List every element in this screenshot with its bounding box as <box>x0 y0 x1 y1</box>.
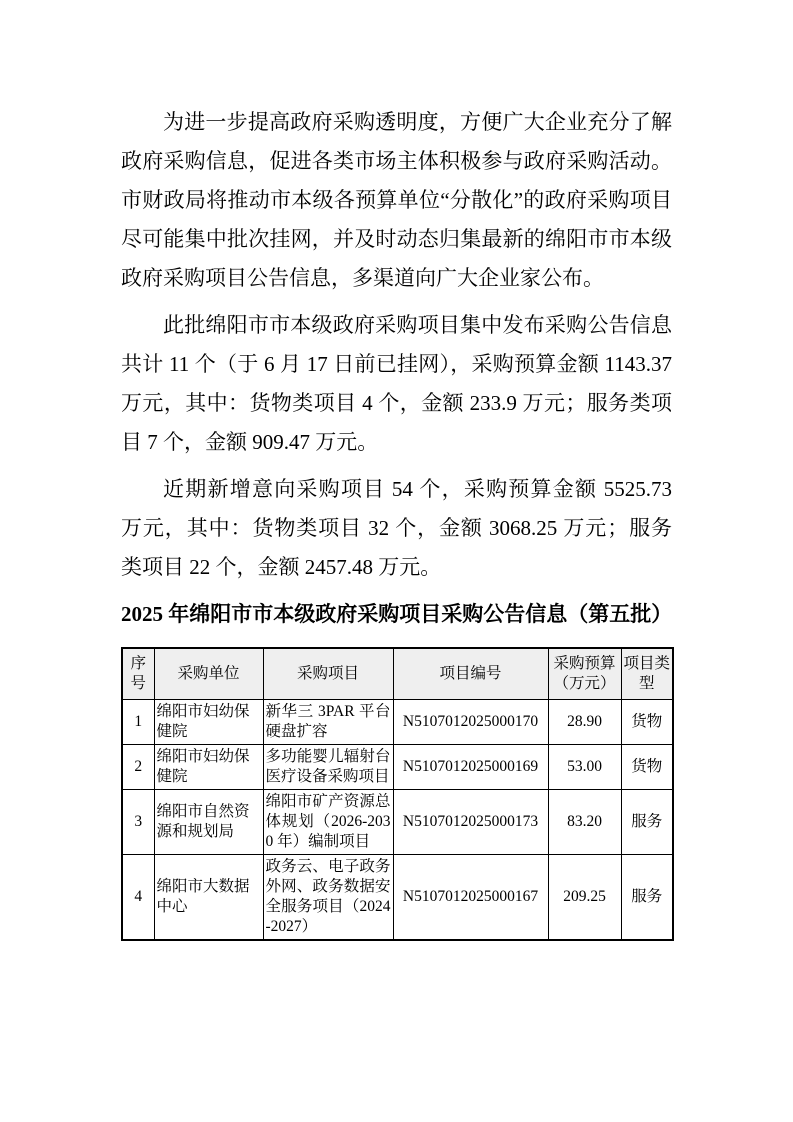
cell-budget: 83.20 <box>548 790 621 855</box>
cell-budget: 53.00 <box>548 745 621 790</box>
table-row <box>122 745 673 790</box>
batch-summary-paragraph: 此批绵阳市市本级政府采购项目集中发布采购公告信息共计 11 个（于 6 月 17 日前已挂网），采购预算金额 1143.37 万元，其中：货物类项目 4 个，金额 233.9 万元；服务类项目 7 个，金额 909.47 万元。 <box>121 313 672 454</box>
table-row <box>122 700 673 745</box>
cell-budget: 28.90 <box>548 700 621 745</box>
cell-purchasing-unit: 绵阳市自然资源和规划局 <box>154 790 263 855</box>
cell-project-number: N5107012025000170 <box>393 700 548 745</box>
table-row <box>122 790 673 855</box>
procurement-table <box>121 647 674 941</box>
cell-project-number: N5107012025000173 <box>393 790 548 855</box>
header-project-name: 采购项目 <box>263 648 393 700</box>
cell-project-type: 货物 <box>621 745 673 790</box>
header-project-type: 项目类型 <box>621 648 673 700</box>
cell-purchasing-unit: 绵阳市妇幼保健院 <box>154 745 263 790</box>
cell-project-name: 新华三 3PAR 平台硬盘扩容 <box>263 700 393 745</box>
table-title: 2025 年绵阳市市本级政府采购项目采购公告信息（第五批） <box>121 602 673 626</box>
cell-project-type: 服务 <box>621 790 673 855</box>
cell-project-name: 多功能婴儿辐射台医疗设备采购项目 <box>263 745 393 790</box>
header-index: 序号 <box>122 648 154 700</box>
header-budget: 采购预算（万元） <box>548 648 621 700</box>
cell-purchasing-unit: 绵阳市大数据中心 <box>154 855 263 941</box>
header-project-number: 项目编号 <box>393 648 548 700</box>
cell-purchasing-unit: 绵阳市妇幼保健院 <box>154 700 263 745</box>
cell-project-type: 服务 <box>621 855 673 941</box>
cell-project-number: N5107012025000169 <box>393 745 548 790</box>
document-page <box>121 0 672 941</box>
cell-budget: 209.25 <box>548 855 621 941</box>
cell-index: 4 <box>122 855 154 941</box>
cell-project-name: 政务云、电子政务外网、政务数据安全服务项目（2024-2027） <box>263 855 393 941</box>
cell-index: 1 <box>122 700 154 745</box>
cell-index: 2 <box>122 745 154 790</box>
cell-project-number: N5107012025000167 <box>393 855 548 941</box>
cell-project-name: 绵阳市矿产资源总体规划（2026-2030 年）编制项目 <box>263 790 393 855</box>
header-purchasing-unit: 采购单位 <box>154 648 263 700</box>
cell-index: 3 <box>122 790 154 855</box>
cell-project-type: 货物 <box>621 700 673 745</box>
table-header-row <box>122 648 673 700</box>
intro-paragraph: 为进一步提高政府采购透明度，方便广大企业充分了解政府采购信息，促进各类市场主体积极参与政府采购活动。市财政局将推动市本级各预算单位“分散化”的政府采购项目尽可能集中批次挂网，并及时动态归集最新的绵阳市市本级政府采购项目公告信息，多渠道向广大企业家公布。 <box>121 110 672 290</box>
new-intent-paragraph: 近期新增意向采购项目 54 个，采购预算金额 5525.73 万元，其中：货物类项目 32 个，金额 3068.25 万元；服务类项目 22 个，金额 2457.48 万元。 <box>121 477 672 579</box>
table-row <box>122 855 673 941</box>
